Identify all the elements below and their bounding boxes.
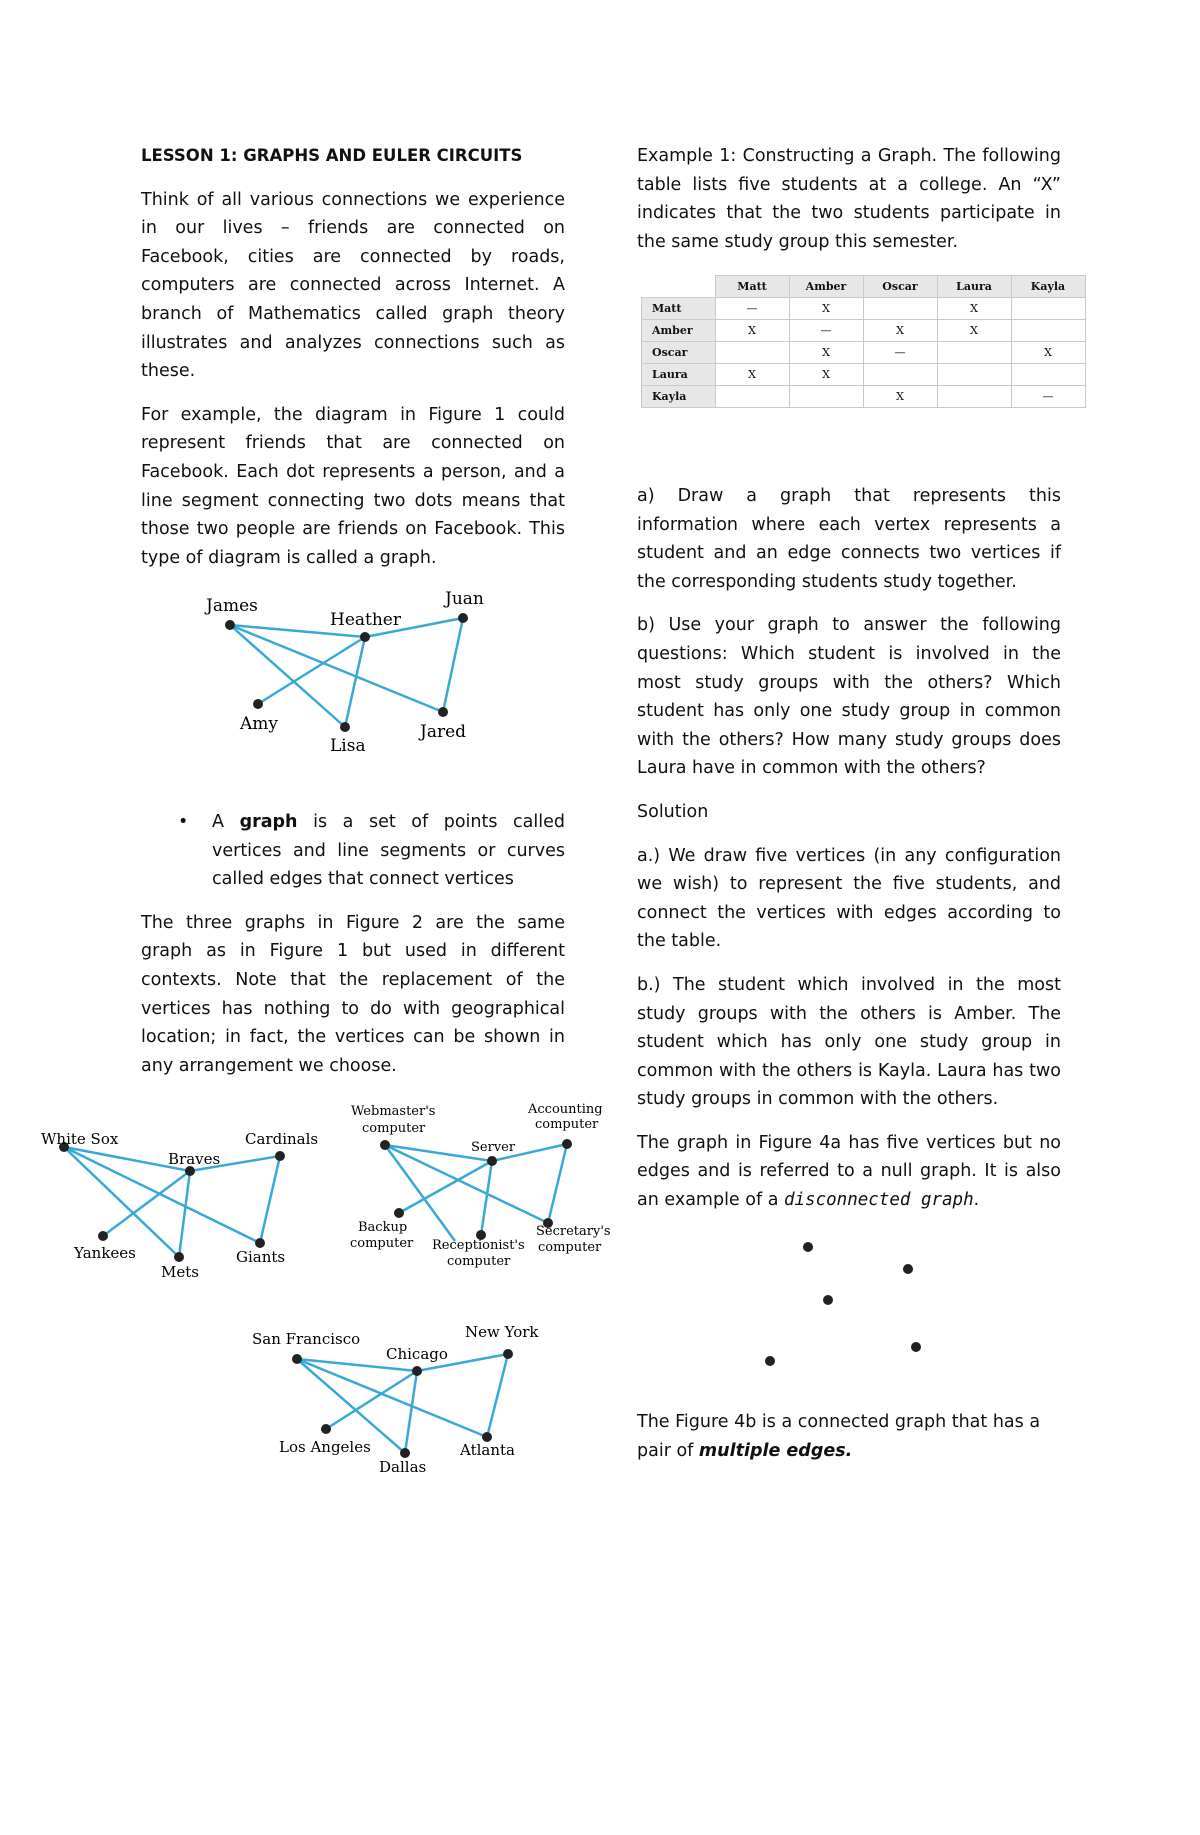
table-cell: X	[937, 320, 1011, 342]
label-yankees: Yankees	[74, 1244, 136, 1262]
right-column	[637, 142, 1061, 271]
label-secretary-1: Secretary's	[536, 1224, 611, 1239]
label-server: Server	[471, 1140, 516, 1155]
left-column-lower	[141, 808, 565, 1095]
figure4a-paragraph	[637, 1129, 1061, 1215]
label-backup-1: Backup	[358, 1220, 408, 1235]
table-header-row	[642, 276, 1086, 298]
table-cell: —	[789, 320, 863, 342]
edge	[64, 1147, 260, 1243]
solution-b: b.) The student which involved in the most study groups with the others is Amber. The student which has only one study group in common with the others is Kayla. Laura has two study groups in common with the others.	[637, 974, 1061, 1110]
vertex-backup	[394, 1208, 404, 1218]
edge	[548, 1144, 567, 1223]
label-lisa: Lisa	[330, 736, 366, 756]
label-atlanta: Atlanta	[460, 1441, 515, 1459]
table-row	[642, 342, 1086, 364]
column-header: Laura	[937, 276, 1011, 298]
solution-a: a.) We draw five vertices (in any configuration we wish) to represent the five students, and connect the vertices with edges according to the table.	[637, 845, 1061, 952]
vertex-james	[225, 620, 235, 630]
edge	[326, 1371, 417, 1429]
label-receptionist-1: Receptionist's	[432, 1238, 525, 1253]
vertex	[911, 1342, 921, 1352]
table-row	[642, 386, 1086, 408]
edge	[230, 625, 443, 712]
table-cell: X	[789, 342, 863, 364]
vertex-chicago	[412, 1366, 422, 1376]
figure4b-paragraph	[637, 1408, 1061, 1465]
label-amy: Amy	[240, 714, 279, 734]
figure4a-null-graph	[750, 1230, 950, 1380]
label-backup-2: computer	[350, 1236, 414, 1251]
figure4b-text: The Figure 4b is a connected graph that has a pair of	[637, 1412, 1041, 1461]
edge	[230, 625, 345, 727]
label-heather: Heather	[330, 610, 401, 630]
vertex-amy	[253, 699, 263, 709]
vertex	[823, 1295, 833, 1305]
table-cell: —	[715, 298, 789, 320]
table-cell	[789, 386, 863, 408]
label-receptionist-2: computer	[447, 1254, 511, 1269]
vertex-los-angeles	[321, 1424, 331, 1434]
edge	[405, 1371, 417, 1453]
table-cell: X	[863, 386, 937, 408]
label-secretary-2: computer	[538, 1240, 602, 1255]
edge	[345, 637, 365, 727]
vertex-yankees	[98, 1231, 108, 1241]
column-header: Amber	[789, 276, 863, 298]
vertex-lisa	[340, 722, 350, 732]
question-a: a) Draw a graph that represents this information where each vertex represents a student and an edge connects two vertices if the corresponding students study together.	[637, 486, 1061, 592]
vertex-new-york	[503, 1349, 513, 1359]
label-accounting-2: computer	[535, 1117, 599, 1132]
column-header: Matt	[715, 276, 789, 298]
vertex-accounting	[562, 1139, 572, 1149]
table-cell	[715, 342, 789, 364]
label-san-francisco: San Francisco	[252, 1330, 361, 1348]
definition-text: is a set of points called vertices and line segments or curves called edges that connect vertices	[212, 812, 565, 890]
label-los-angeles: Los Angeles	[279, 1438, 371, 1456]
lesson-heading: LESSON 1: GRAPHS AND EULER CIRCUITS	[141, 146, 523, 165]
definition-lead: A	[212, 812, 240, 832]
column-header: Oscar	[863, 276, 937, 298]
table-cell: X	[715, 364, 789, 386]
vertex-webmaster	[380, 1140, 390, 1150]
label-james: James	[206, 596, 258, 616]
row-header: Laura	[642, 364, 716, 386]
edge	[443, 618, 463, 712]
table-cell	[715, 386, 789, 408]
figure4a-text: The graph in Figure 4a has five vertices but no edges and is referred to a null graph. It is also an example of a	[637, 1132, 1061, 1211]
label-juan: Juan	[445, 589, 484, 609]
label-dallas: Dallas	[379, 1458, 427, 1476]
edge	[399, 1161, 492, 1213]
edge	[64, 1147, 179, 1257]
figure4b-term: multiple edges.	[698, 1440, 853, 1461]
table-cell: X	[1011, 342, 1085, 364]
label-new-york: New York	[465, 1323, 539, 1341]
solution-heading: Solution	[637, 801, 709, 822]
row-header: Kayla	[642, 386, 716, 408]
vertex	[903, 1264, 913, 1274]
table-row	[642, 298, 1086, 320]
vertex-jared	[438, 707, 448, 717]
right-column-lower	[637, 482, 1061, 1230]
question-b: b) Use your graph to answer the following questions: Which student is involved in the most study groups with the others? Which student has only one study group in common with the others? How many study groups does Laura have in common with the others?	[637, 615, 1061, 779]
table-corner	[642, 276, 716, 298]
label-webmaster-1: Webmaster's	[351, 1104, 436, 1119]
figure4a-term: disconnected graph	[783, 1190, 974, 1211]
graph-definition	[141, 808, 565, 894]
column-header: Kayla	[1011, 276, 1085, 298]
label-accounting-1: Accounting	[528, 1102, 603, 1117]
table-cell: X	[789, 364, 863, 386]
row-header: Amber	[642, 320, 716, 342]
figure1-graph	[195, 585, 495, 760]
intro-paragraph: Think of all various connections we experience in our lives – friends are connected on Facebook, cities are connected by roads, computers are connected across Internet. A branch of Mathematics called graph theory illustrates and analyzes connections such as these.	[141, 189, 565, 382]
table-cell: X	[863, 320, 937, 342]
figure2-paragraph: The three graphs in Figure 2 are the same graph as in Figure 1 but used in different contexts. Note that the replacement of the vertices has nothing to do with geographical location; in fact, the vertices can be shown in any arrangement we choose.	[141, 912, 565, 1076]
figure2-cities-graph	[245, 1318, 555, 1483]
table-row	[642, 320, 1086, 342]
table-cell: X	[715, 320, 789, 342]
right-column-bottom	[637, 1408, 1061, 1480]
bullet-dot: •	[178, 812, 189, 832]
vertex-heather	[360, 632, 370, 642]
label-mets: Mets	[161, 1263, 199, 1280]
table-cell	[1011, 298, 1085, 320]
table-cell	[863, 364, 937, 386]
table-cell	[863, 298, 937, 320]
vertex-cardinals	[275, 1151, 285, 1161]
table-cell	[937, 342, 1011, 364]
label-webmaster-2: computer	[362, 1121, 426, 1136]
vertex-mets	[174, 1252, 184, 1262]
figure4a-end: .	[973, 1190, 980, 1211]
vertex	[803, 1242, 813, 1252]
edge	[260, 1156, 280, 1243]
table-cell: X	[789, 298, 863, 320]
table-cell: —	[863, 342, 937, 364]
figure2-network-graph	[345, 1095, 625, 1275]
left-column	[141, 142, 565, 587]
vertex-giants	[255, 1238, 265, 1248]
definition-term: graph	[239, 812, 298, 832]
edge	[179, 1171, 190, 1257]
vertex-juan	[458, 613, 468, 623]
table-cell: —	[1011, 386, 1085, 408]
edge	[481, 1161, 492, 1235]
label-cardinals: Cardinals	[245, 1130, 319, 1148]
row-header: Oscar	[642, 342, 716, 364]
table-cell	[1011, 364, 1085, 386]
edge	[258, 637, 365, 704]
label-braves: Braves	[168, 1150, 221, 1168]
study-group-table	[641, 275, 1086, 408]
figure1-paragraph: For example, the diagram in Figure 1 could represent friends that are connected on Facebook. Each dot represents a person, and a line segment connecting two dots means that those two people are friends on Facebook. This type of diagram is called a graph.	[141, 404, 565, 568]
row-header: Matt	[642, 298, 716, 320]
table-cell	[937, 386, 1011, 408]
table-cell	[1011, 320, 1085, 342]
figure2-teams-graph	[38, 1120, 323, 1280]
example-intro: Example 1: Constructing a Graph. The following table lists five students at a college. An “X” indicates that the two students participate in the same study group this semester.	[637, 146, 1061, 252]
vertex-server	[487, 1156, 497, 1166]
label-chicago: Chicago	[386, 1345, 448, 1363]
label-jared: Jared	[420, 722, 467, 742]
table-cell	[937, 364, 1011, 386]
label-white-sox: White Sox	[41, 1130, 119, 1148]
vertex-san-francisco	[292, 1354, 302, 1364]
vertex-dallas	[400, 1448, 410, 1458]
table-cell: X	[937, 298, 1011, 320]
edge	[487, 1354, 508, 1437]
vertex	[765, 1356, 775, 1366]
table-row	[642, 364, 1086, 386]
label-giants: Giants	[236, 1248, 286, 1266]
